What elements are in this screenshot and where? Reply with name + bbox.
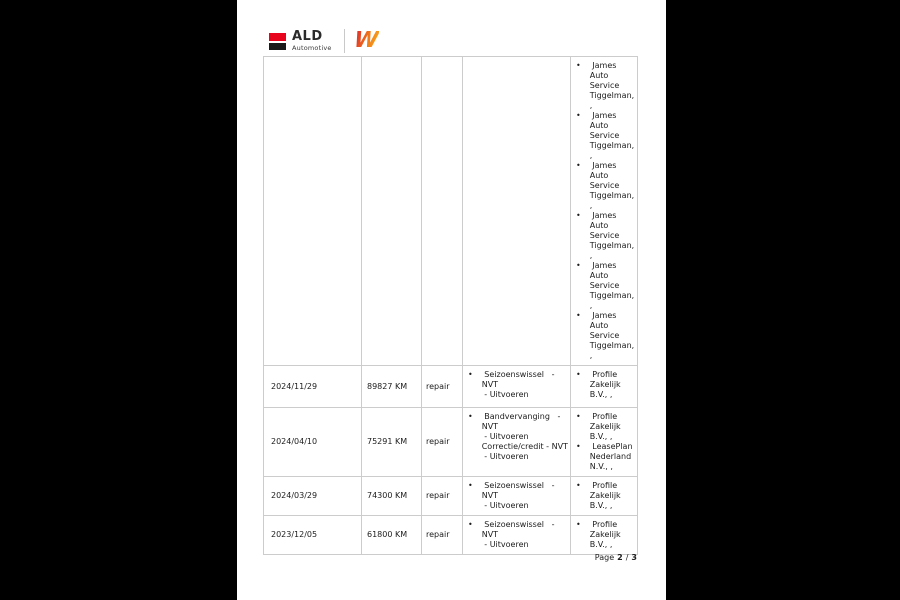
- text-line: Profile: [589, 520, 618, 529]
- text-line: Profile: [589, 370, 618, 379]
- text-line: NVT: [481, 530, 499, 539]
- list-item-text: [482, 412, 568, 462]
- list-item-text: [590, 161, 635, 211]
- cell-list: [576, 61, 635, 361]
- list-item-text: [482, 370, 568, 400]
- cell-list: [468, 412, 568, 462]
- type-cell: repair: [422, 516, 463, 555]
- list-item: [576, 211, 635, 261]
- list-item: [576, 370, 635, 400]
- text-line: - Uitvoeren: [481, 540, 529, 549]
- text-line: James: [589, 261, 617, 270]
- table-row: [264, 516, 638, 555]
- text-line: Auto: [589, 71, 609, 80]
- list-item-text: [590, 211, 635, 261]
- total-pages: 3: [631, 553, 637, 562]
- list-item: [576, 111, 635, 161]
- type-cell: repair: [422, 477, 463, 516]
- text-line: Zakelijk: [589, 422, 621, 431]
- mileage-cell: 75291 KM: [362, 408, 422, 477]
- mileage-cell: 74300 KM: [362, 477, 422, 516]
- bullet-icon: •: [576, 370, 581, 379]
- text-line: Profile: [589, 481, 618, 490]
- type-cell: repair: [422, 366, 463, 408]
- bullet-icon: •: [468, 481, 473, 490]
- list-item: [468, 481, 568, 511]
- companies-cell: [571, 516, 638, 555]
- text-line: Tiggelman,: [589, 241, 635, 250]
- list-item: [576, 412, 635, 442]
- mileage-cell: 89827 KM: [362, 366, 422, 408]
- text-line: Tiggelman,: [589, 291, 635, 300]
- text-line: Zakelijk: [589, 491, 621, 500]
- table-row: [264, 57, 638, 366]
- mileage-cell: [362, 57, 422, 366]
- cell-list: [576, 412, 635, 472]
- text-line: ,: [589, 151, 593, 160]
- text-line: Zakelijk: [589, 530, 621, 539]
- text-line: Service: [589, 181, 620, 190]
- list-item-text: [590, 311, 635, 361]
- companies-cell: [571, 408, 638, 477]
- text-line: B.V., ,: [589, 501, 613, 510]
- bullet-icon: •: [576, 412, 581, 421]
- text-line: James: [589, 311, 617, 320]
- list-item-text: [590, 261, 635, 311]
- list-item: [576, 161, 635, 211]
- text-line: Tiggelman,: [589, 191, 635, 200]
- text-line: B.V., ,: [589, 432, 613, 441]
- brand-subtitle: Automotive: [292, 44, 332, 53]
- header-divider: [344, 29, 345, 53]
- text-line: Bandvervanging -: [481, 412, 561, 421]
- text-line: James: [589, 211, 617, 220]
- list-item: [576, 261, 635, 311]
- service-history-table: [263, 56, 638, 555]
- table-row: [264, 477, 638, 516]
- text-line: James: [589, 61, 617, 70]
- list-item-text: [590, 481, 635, 511]
- date-cell: 2024/03/29: [264, 477, 362, 516]
- type-cell: [422, 57, 463, 366]
- companies-cell: [571, 366, 638, 408]
- ald-logo-icon: [269, 33, 286, 50]
- current-page: 2: [617, 553, 623, 562]
- list-item-text: [590, 412, 635, 442]
- list-item: [576, 520, 635, 550]
- text-line: Service: [589, 281, 620, 290]
- brand-name: ALD: [292, 29, 323, 45]
- text-line: B.V., ,: [589, 390, 613, 399]
- text-line: N.V., ,: [589, 462, 613, 471]
- page-separator: /: [625, 553, 629, 562]
- companies-cell: [571, 477, 638, 516]
- type-cell: repair: [422, 408, 463, 477]
- list-item: [576, 311, 635, 361]
- bullet-icon: •: [576, 111, 581, 120]
- services-cell: [463, 366, 571, 408]
- table-row: [264, 408, 638, 477]
- text-line: Auto: [589, 271, 609, 280]
- text-line: Seizoenswissel -: [481, 370, 555, 379]
- list-item: [576, 442, 635, 472]
- text-line: NVT: [481, 422, 499, 431]
- bullet-icon: •: [468, 520, 473, 529]
- bullet-icon: •: [576, 481, 581, 490]
- bullet-icon: •: [576, 211, 581, 220]
- table-row: [264, 366, 638, 408]
- text-line: - Uitvoeren: [481, 390, 529, 399]
- text-line: Correctie/credit - NVT: [481, 442, 568, 451]
- date-cell: 2024/04/10: [264, 408, 362, 477]
- page-header: [269, 29, 378, 53]
- list-item: [468, 370, 568, 400]
- list-item: [576, 61, 635, 111]
- list-item-text: [590, 61, 635, 111]
- text-line: B.V., ,: [589, 540, 613, 549]
- mileage-cell: 61800 KM: [362, 516, 422, 555]
- text-line: Service: [589, 331, 620, 340]
- text-line: Profile: [589, 412, 618, 421]
- services-cell: [463, 57, 571, 366]
- list-item: [468, 412, 568, 462]
- list-item-text: [590, 370, 635, 400]
- text-line: Service: [589, 131, 620, 140]
- cell-list: [468, 481, 568, 511]
- text-line: Auto: [589, 221, 609, 230]
- cell-list: [576, 481, 635, 511]
- date-cell: 2024/11/29: [264, 366, 362, 408]
- bullet-icon: •: [576, 442, 581, 451]
- list-item-text: [590, 442, 635, 472]
- services-cell: [463, 477, 571, 516]
- services-cell: [463, 408, 571, 477]
- text-line: Service: [589, 231, 620, 240]
- bullet-icon: •: [468, 370, 473, 379]
- bullet-icon: •: [576, 311, 581, 320]
- text-line: Service: [589, 81, 620, 90]
- text-line: Tiggelman,: [589, 141, 635, 150]
- text-line: James: [589, 161, 617, 170]
- companies-cell: [571, 57, 638, 366]
- text-line: LeasePlan: [589, 442, 633, 451]
- list-item-text: [590, 520, 635, 550]
- list-item-text: [590, 111, 635, 161]
- text-line: ,: [589, 351, 593, 360]
- text-line: ,: [589, 301, 593, 310]
- text-line: ,: [589, 201, 593, 210]
- list-item: [468, 520, 568, 550]
- text-line: NVT: [481, 380, 499, 389]
- document-page: [237, 0, 666, 600]
- service-history-tbody: [264, 57, 638, 555]
- page-number: [595, 553, 637, 562]
- text-line: Zakelijk: [589, 380, 621, 389]
- text-line: - Uitvoeren: [481, 501, 529, 510]
- cell-list: [576, 520, 635, 550]
- text-line: Seizoenswissel -: [481, 520, 555, 529]
- list-item-text: [482, 481, 568, 511]
- text-line: Tiggelman,: [589, 91, 635, 100]
- list-item: [576, 481, 635, 511]
- list-item-text: [482, 520, 568, 550]
- ald-brand-text: [292, 30, 332, 52]
- services-cell: [463, 516, 571, 555]
- date-cell: 2023/12/05: [264, 516, 362, 555]
- bullet-icon: •: [576, 520, 581, 529]
- text-line: Auto: [589, 121, 609, 130]
- cell-list: [468, 520, 568, 550]
- text-line: ,: [589, 251, 593, 260]
- text-line: Nederland: [589, 452, 632, 461]
- bullet-icon: •: [468, 412, 473, 421]
- bullet-icon: •: [576, 161, 581, 170]
- dealer-logo-icon: W: [352, 28, 380, 53]
- bullet-icon: •: [576, 61, 581, 70]
- cell-list: [468, 370, 568, 400]
- text-line: NVT: [481, 491, 499, 500]
- date-cell: [264, 57, 362, 366]
- text-line: James: [589, 111, 617, 120]
- text-line: Tiggelman,: [589, 341, 635, 350]
- bullet-icon: •: [576, 261, 581, 270]
- text-line: - Uitvoeren: [481, 452, 529, 461]
- text-line: Auto: [589, 171, 609, 180]
- text-line: - Uitvoeren: [481, 432, 529, 441]
- text-line: Seizoenswissel -: [481, 481, 555, 490]
- page-label: Page: [594, 553, 615, 562]
- text-line: ,: [589, 101, 593, 110]
- text-line: Auto: [589, 321, 609, 330]
- cell-list: [576, 370, 635, 400]
